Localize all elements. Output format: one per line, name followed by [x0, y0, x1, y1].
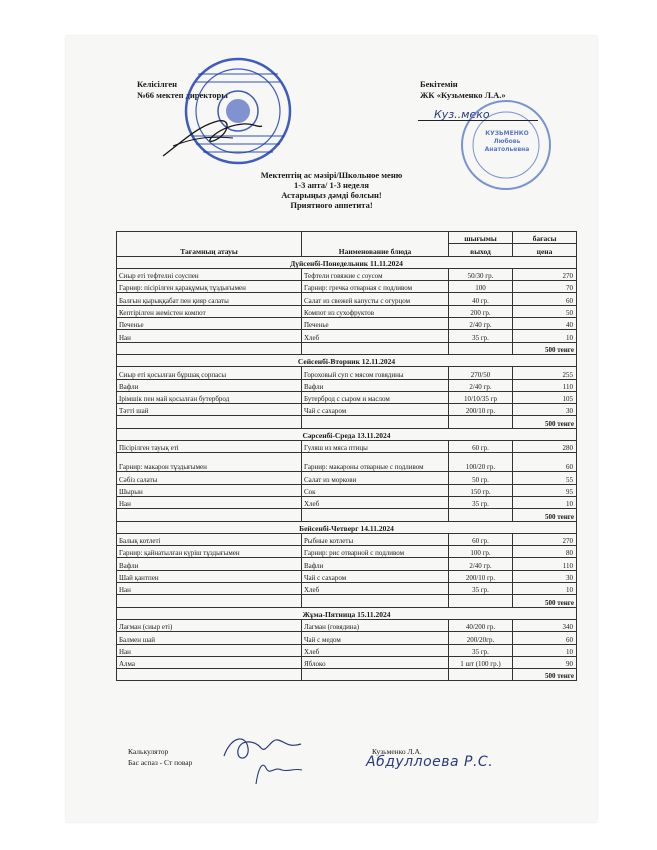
price-cell: 110: [513, 558, 577, 570]
table-row: [117, 293, 577, 305]
dish-kz-cell: Сиыр еті тефтелні соуспен: [117, 268, 302, 280]
price-cell: 40: [513, 318, 577, 330]
price-cell: 10: [513, 496, 577, 508]
output-cell: 2/40 гр.: [449, 379, 513, 391]
day-title: Сейсенбі-Вторник 12.11.2024: [117, 354, 577, 366]
dish-kz-cell: Шырын: [117, 484, 302, 496]
table-row: [117, 632, 577, 644]
seal-line-patronymic: Анатольевна: [484, 146, 530, 153]
total-row: [117, 595, 577, 607]
output-cell: 40/200 гр.: [449, 619, 513, 631]
dish-ru-cell: Лагман (говядина): [302, 619, 449, 631]
dish-ru-cell: Гороховый суп с мясом говядины: [302, 367, 449, 379]
dish-kz-cell: Тәтті шай: [117, 404, 302, 416]
price-cell: 60: [513, 293, 577, 305]
header-price-ru: цена: [513, 244, 577, 256]
price-cell: 105: [513, 391, 577, 403]
total-row: [117, 669, 577, 681]
price-cell: 60: [513, 632, 577, 644]
dish-kz-cell: Балғын қырыққабат пен қияр салаты: [117, 293, 302, 305]
total-row: [117, 509, 577, 521]
day-total: 500 тенге: [513, 342, 577, 354]
dish-kz-cell: Печенье: [117, 318, 302, 330]
dish-kz-cell: Нан: [117, 496, 302, 508]
price-cell: 10: [513, 330, 577, 342]
dish-ru-cell: Рыбные котлеты: [302, 533, 449, 545]
dish-ru-cell: Вафли: [302, 379, 449, 391]
empty-cell: [449, 509, 513, 521]
dish-ru-cell: Хлеб: [302, 330, 449, 342]
output-cell: 35 гр.: [449, 644, 513, 656]
dish-kz-cell: Кептірілген жемістен компот: [117, 305, 302, 317]
empty-cell: [117, 342, 302, 354]
seal-line-surname: КУЗЬМЕНКО: [485, 130, 529, 137]
dish-ru-cell: Печенье: [302, 318, 449, 330]
price-cell: 30: [513, 570, 577, 582]
dish-ru-cell: Салат из свежей капусты с огурцом: [302, 293, 449, 305]
output-cell: 40 гр.: [449, 293, 513, 305]
output-cell: 100 гр.: [449, 546, 513, 558]
table-row: [117, 281, 577, 293]
dish-ru-cell: Тефтели говяжие с соусом: [302, 268, 449, 280]
empty-cell: [302, 669, 449, 681]
price-cell: 90: [513, 656, 577, 668]
table-row: [117, 656, 577, 668]
dish-kz-cell: Вафли: [117, 379, 302, 391]
header-output-kz: шығымы: [449, 232, 513, 244]
price-cell: 340: [513, 619, 577, 631]
price-cell: 110: [513, 379, 577, 391]
table-row: [117, 644, 577, 656]
empty-cell: [449, 669, 513, 681]
output-cell: 150 гр.: [449, 484, 513, 496]
header-price-kz: бағасы: [513, 232, 577, 244]
approver-handwriting: Куз..меко: [434, 108, 490, 121]
dish-kz-cell: Нан: [117, 644, 302, 656]
dish-kz-cell: Алма: [117, 656, 302, 668]
dish-kz-cell: Сиыр еті қосылған бұршақ сорпасы: [117, 367, 302, 379]
empty-cell: [449, 595, 513, 607]
table-row: [117, 453, 577, 472]
table-row: [117, 558, 577, 570]
table-row: [117, 305, 577, 317]
footer-left: [128, 746, 192, 768]
price-cell: 30: [513, 404, 577, 416]
dish-kz-cell: Шай қантпен: [117, 570, 302, 582]
table-row: [117, 318, 577, 330]
day-title: Дүйсенбі-Понедельник 11.11.2024: [117, 256, 577, 268]
director-signature: [158, 96, 268, 166]
output-cell: 60 гр.: [449, 441, 513, 453]
table-row: [117, 570, 577, 582]
greeting-kz: Астарыңыз дәмді болсын!: [281, 190, 382, 200]
dish-ru-cell: Гарнир: макароны отварные с подливом: [302, 453, 449, 472]
empty-cell: [117, 416, 302, 428]
dish-ru-cell: Хлеб: [302, 644, 449, 656]
dish-ru-cell: Компот из сухофруктов: [302, 305, 449, 317]
dish-ru-cell: Хлеб: [302, 583, 449, 595]
total-row: [117, 416, 577, 428]
price-cell: 55: [513, 472, 577, 484]
price-cell: 10: [513, 583, 577, 595]
output-cell: 200/20гр.: [449, 632, 513, 644]
price-cell: 255: [513, 367, 577, 379]
table-row: [117, 330, 577, 342]
week-title: 1-3 апта/ 1-3 неделя: [294, 180, 369, 190]
table-row: [117, 391, 577, 403]
empty-cell: [449, 416, 513, 428]
menu-title: Мектептің ас мәзірі/Школьное меню: [260, 170, 403, 180]
empty-cell: [302, 416, 449, 428]
day-title: Бейсенбі-Четверг 14.11.2024: [117, 521, 577, 533]
dish-kz-cell: Балық котлеті: [117, 533, 302, 545]
day-total: 500 тенге: [513, 416, 577, 428]
dish-ru-cell: Чай с сахаром: [302, 404, 449, 416]
entrepreneur-label: ЖК «Кузьменко Л.А.»: [420, 90, 506, 100]
table-row: [117, 496, 577, 508]
header-dish-kz: Тағамның атауы: [117, 232, 302, 257]
dish-kz-cell: Вафли: [117, 558, 302, 570]
price-cell: 80: [513, 546, 577, 558]
price-cell: 70: [513, 281, 577, 293]
empty-cell: [117, 595, 302, 607]
header-dish-ru: Наименование блюда: [302, 232, 449, 257]
chef-label: Бас аспаз - Ст повар: [128, 758, 193, 767]
greeting-ru: Приятного аппетита!: [290, 200, 373, 210]
day-row: [117, 428, 577, 440]
empty-cell: [117, 669, 302, 681]
table-row: [117, 533, 577, 545]
day-row: [117, 607, 577, 619]
menu-document: [66, 36, 597, 822]
dish-kz-cell: Гарнир: пісірілген қарақұмық тұздығымен: [117, 281, 302, 293]
empty-cell: [117, 509, 302, 521]
entrepreneur-seal-text: [484, 130, 530, 154]
price-cell: 270: [513, 533, 577, 545]
table-row: [117, 268, 577, 280]
dish-kz-cell: Пісірілген тауық еті: [117, 441, 302, 453]
price-cell: 280: [513, 441, 577, 453]
day-total: 500 тенге: [513, 595, 577, 607]
dish-kz-cell: Нан: [117, 583, 302, 595]
day-total: 500 тенге: [513, 509, 577, 521]
dish-kz-cell: Ірімшік пен май қосылған бутерброд: [117, 391, 302, 403]
chef-name-handwritten: Абдуллоева Р.С.: [366, 754, 494, 770]
dish-ru-cell: Хлеб: [302, 496, 449, 508]
dish-ru-cell: Чай с медом: [302, 632, 449, 644]
output-cell: 2/40 гр.: [449, 318, 513, 330]
dish-ru-cell: Бутерброд с сыром и маслом: [302, 391, 449, 403]
day-total: 500 тенге: [513, 669, 577, 681]
output-cell: 50 гр.: [449, 472, 513, 484]
table-row: [117, 619, 577, 631]
day-title: Сәрсенбі-Среда 13.11.2024: [117, 428, 577, 440]
output-cell: 50/30 гр.: [449, 268, 513, 280]
table-row: [117, 472, 577, 484]
output-cell: 270/50: [449, 367, 513, 379]
output-cell: 100/20 гр.: [449, 453, 513, 472]
agreed-label: Келісілген: [137, 79, 178, 89]
table-row: [117, 379, 577, 391]
output-cell: 200 гр.: [449, 305, 513, 317]
dish-ru-cell: Сок: [302, 484, 449, 496]
dish-kz-cell: Сәбіз салаты: [117, 472, 302, 484]
table-row: [117, 546, 577, 558]
table-row: [117, 441, 577, 453]
calculator-signature: [216, 726, 311, 786]
table-row: [117, 404, 577, 416]
dish-ru-cell: Гуляш из мяса птицы: [302, 441, 449, 453]
output-cell: 2/40 гр.: [449, 558, 513, 570]
price-cell: 270: [513, 268, 577, 280]
calculator-label: Калькулятор: [128, 747, 169, 756]
price-cell: 50: [513, 305, 577, 317]
approval-signature-line: [418, 120, 538, 121]
school-director-label: №66 мектеп директоры: [137, 90, 228, 100]
day-title: Жұма-Пятница 15.11.2024: [117, 607, 577, 619]
empty-cell: [449, 342, 513, 354]
dish-ru-cell: Чай с сахаром: [302, 570, 449, 582]
empty-cell: [302, 595, 449, 607]
output-cell: 200/10 гр.: [449, 570, 513, 582]
dish-kz-cell: Гарнир: қайнатылған күріш тұздығымен: [117, 546, 302, 558]
output-cell: 1 шт (100 гр.): [449, 656, 513, 668]
day-row: [117, 354, 577, 366]
output-cell: 35 гр.: [449, 496, 513, 508]
calculator-name: Кузьменко Л.А.: [372, 747, 422, 756]
day-row: [117, 521, 577, 533]
output-cell: 200/10 гр.: [449, 404, 513, 416]
dish-ru-cell: Гарнир: рис отварной с подливом: [302, 546, 449, 558]
table-row: [117, 583, 577, 595]
dish-ru-cell: Яблоко: [302, 656, 449, 668]
dish-kz-cell: Лағман (сиыр еті): [117, 619, 302, 631]
empty-cell: [302, 342, 449, 354]
dish-kz-cell: Балмен шай: [117, 632, 302, 644]
dish-ru-cell: Салат из моркови: [302, 472, 449, 484]
empty-cell: [302, 509, 449, 521]
dish-kz-cell: Нан: [117, 330, 302, 342]
table-row: [117, 484, 577, 496]
price-cell: 10: [513, 644, 577, 656]
output-cell: 10/10/35 гр: [449, 391, 513, 403]
seal-line-name: Любовь: [493, 138, 521, 145]
output-cell: 35 гр.: [449, 330, 513, 342]
day-row: [117, 256, 577, 268]
menu-table: [116, 231, 577, 681]
output-cell: 60 гр.: [449, 533, 513, 545]
table-row: [117, 367, 577, 379]
dish-ru-cell: Гарнир: гречка отварная с подливом: [302, 281, 449, 293]
price-cell: 95: [513, 484, 577, 496]
total-row: [117, 342, 577, 354]
output-cell: 100: [449, 281, 513, 293]
dish-kz-cell: Гарнир: макарон тұздығымен: [117, 453, 302, 472]
dish-ru-cell: Вафли: [302, 558, 449, 570]
approve-label: Бекітемін: [420, 79, 458, 89]
header-output-ru: выход: [449, 244, 513, 256]
output-cell: 35 гр.: [449, 583, 513, 595]
price-cell: 60: [513, 453, 577, 472]
